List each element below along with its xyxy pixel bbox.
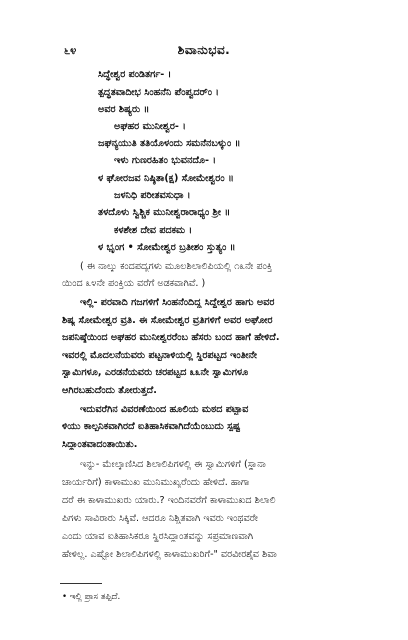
paragraph-line: ಹೇಳಿಲ್ಲ. ಎಷ್ಟೋ ಶಿಲಾಲಿಪಿಗಳಲ್ಲಿ ಕಾಳಾಮುಖರಿಗೆ-" ವರವೀರಶೈವ ಶಿವಾ bbox=[62, 549, 277, 560]
paragraph-line: ಚಾರ್ಯರಿಗೆ) ಕಾಳಾಮುಖ ಮುನಿಮುಖ್ಯರೆಂದು ಹೇಳಿದೆ. ಹಾಗಾ bbox=[62, 477, 250, 488]
verse-line: ಜಘನ್ಯಯುತಿ ತತಿಯೊಳಂದು ಸಮನೆನಬಳ್ಕುಂ ॥ bbox=[98, 138, 241, 149]
verse-line: ಇಳು ಗುಣರಹಿತಂ ಭುವನದೊ- । bbox=[114, 155, 216, 166]
verse-line: ಜಳನಿಧಿ ಪರೀತವಸುಧಾ । bbox=[114, 190, 191, 201]
paragraph-line: ಇವರಲ್ಲಿ ಮೊದಲನೆಯವರು ಪಟ್ಟನಾಳಿಯಲ್ಲಿ ಸ್ಥಿರಪಟ್ಟದ ಇಂತೀನೇ bbox=[62, 350, 257, 361]
verse-line: ತ್ಪದ್ಧತವಾದೀಭ ಸಿಂಹನೆನಿ ಪೆಂಪ್ವದರ್ಂ । bbox=[98, 87, 219, 98]
paragraph-line: ಸ್ವಾಮಿಗಳೂ, ಎರಡನೆಯವರು ಚರಪಟ್ಟದ ೩೩ನೇ ಸ್ವಾಮಿಗಳೂ bbox=[62, 367, 249, 378]
footnote-rule bbox=[60, 583, 102, 584]
paragraph-line: ಪಿಗಳು ಸಾವಿರಾರು ಸಿಕ್ಕಿವೆ. ಆದರೂ ನಿಶ್ಚಿತವಾಗಿ ಇವರು ಇಂಥವರೇ bbox=[62, 513, 258, 524]
paragraph-line: ಇನ್ನು- ಮೇಲ್ಕಾಣಿಸಿದ ಶಿಲಾಲಿಪಿಗಳಲ್ಲಿ ಈ ಸ್ವಾಮಿಗಳಿಗೆ (ಸ್ಥಾನಾ bbox=[80, 459, 266, 470]
verse-line: ತಳದೊಳು ಸ್ವಿಶ್ಚಿಕ ಮುನೀಶ್ವರಾರಾಧ್ಯಂ ಶ್ರೀ ॥ bbox=[98, 207, 231, 218]
verse-line: ಅವರ ಶಿಷ್ಯರು ॥ bbox=[98, 104, 150, 115]
paragraph-line: ಆಗಿರಬಹುದೆಂದು ತೋರುತ್ತದೆ. bbox=[62, 385, 157, 396]
page-number: ೬೪ bbox=[64, 44, 77, 57]
paragraph-line: ಳಿಯು ಕಾಲ್ಪನಿಕವಾಗಿರದೆ ಐತಿಹಾಸಿಕವಾಗಿದೆಯೆಂಬುದು ಸ್ಪಷ್ಟ bbox=[62, 421, 241, 432]
note-line: ( ಈ ನಾಲ್ಕು ಕಂದಪದ್ಯಗಳು ಮೂಲಶಿಲಾಲಿಪಿಯಲ್ಲಿ ೧೩ನೇ ಪಂಕ್ತಿ bbox=[80, 261, 273, 272]
verse-line: ಕಳಶೇಶ ದೇವ ಪದಕಮ । bbox=[114, 225, 193, 236]
paragraph-line: ಇಲ್ಲಿ- ಪರವಾದಿ ಗಜಗಳಿಗೆ ಸಿಂಹನೆಂದಿದ್ದ ಸಿದ್ಧೇಶ್ವರ ಹಾಗು ಅವರ bbox=[80, 297, 275, 308]
verse-line: ಅಘಹರ ಮುನೀಶ್ವರ- । bbox=[114, 121, 186, 132]
running-title: ಶಿವಾನುಭವ. bbox=[177, 43, 231, 57]
footnote: • ಇಲ್ಲಿ ಪ್ರಾಸ ತಪ್ಪಿದೆ. bbox=[62, 592, 121, 602]
paragraph-line: ಇದುವರೆಗಿನ ವಿವರಣೆಯಿಂದ ಹೂಲಿಯ ಮಠದ ಪಟ್ಟಾವ bbox=[80, 404, 249, 415]
verse-line: ಸಿದ್ಧೇಶ್ವರ ಪಂಡಿತರ್ಗ- । bbox=[98, 69, 172, 80]
verse-line: ಳ ಭೃಂಗ • ಸೋಮೇಶ್ವರ ಬ್ರತೀಶಂ ಸ್ತುತ್ಯಂ ॥ bbox=[98, 242, 236, 253]
note-line: ಯಿಂದ ೩೪ನೇ ಪಂಕ್ತಿಯ ವರೆಗೆ ಅಡಕವಾಗಿವೆ. ) bbox=[62, 278, 206, 289]
paragraph-line: ಜಪನಿಷ್ಠೆಯಿಂದ ಅಘಹರ ಮುನೀಶ್ವರರೆಂಬ ಹೆಸರು ಬಂದ ಹಾಗೆ ಹೇಳಿದೆ. bbox=[62, 332, 280, 343]
paragraph-line: ಶಿಷ್ಯ ಸೋಮೇಶ್ವರ ವ್ರತಿ. ಈ ಸೋಮೇಶ್ವರ ವ್ರತಿಗಳಿಗೆ ಅವರ ಅಘೋರ bbox=[62, 315, 273, 326]
verse-line: ಳ ಘೋರಜವ ನಿಷ್ಠಿತಾ(ಕ್ಷ) ಸೋಮೇಶ್ವರಂ ॥ bbox=[98, 173, 234, 184]
paragraph-line: ಎಂದು ಯಾವ ಐತಿಹಾಸಿಕರೂ ಸ್ಥಿರಸಿದ್ಧಾಂತವನ್ನು ಸಪ್ರಮಾಣವಾಗಿ bbox=[62, 531, 254, 542]
paragraph-line: ದರೆ ಈ ಕಾಳಾಮುಖರು ಯಾರು.? ಇಂದಿನವರೆಗೆ ಕಾಳಾಮುಖದ ಶಿಲಾಲಿ bbox=[62, 495, 276, 506]
paragraph-line: ಸಿದ್ಧಾಂತವಾದಂತಾಯಿತು. bbox=[62, 439, 138, 450]
